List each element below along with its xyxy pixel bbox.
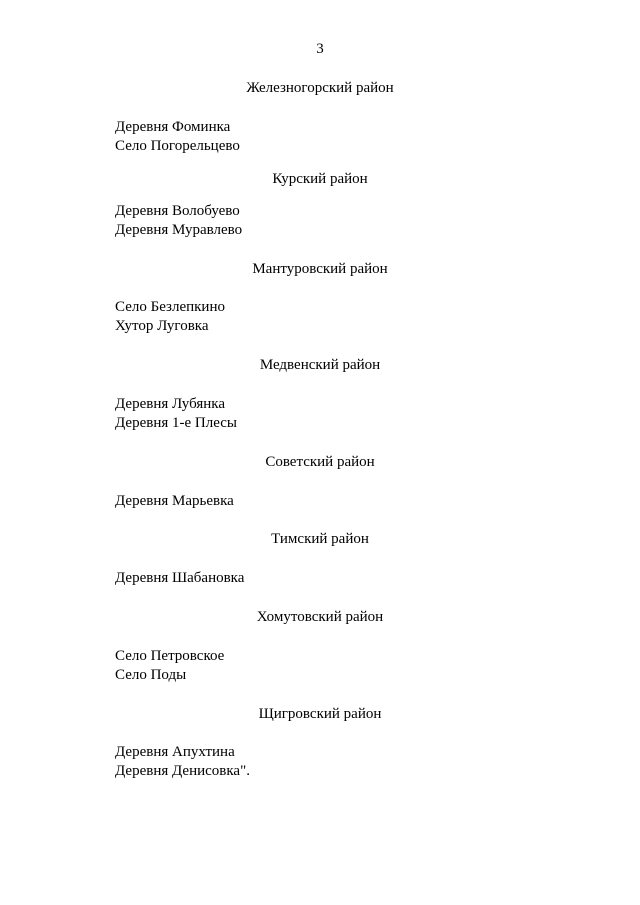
settlement-item: Хутор Луговка	[115, 318, 209, 334]
settlement-item: Деревня 1-е Плесы	[115, 415, 237, 431]
district-heading-khomutovka: Хомутовский район	[256, 609, 384, 625]
settlement-item: Село Безлепкино	[115, 299, 225, 315]
page-number: 3	[316, 41, 324, 57]
settlement-item: Деревня Шабановка	[115, 570, 245, 586]
district-heading-tim: Тимский район	[271, 531, 369, 547]
district-heading-kursk: Курский район	[272, 171, 368, 187]
district-heading-zheleznogorsk: Железногорский район	[246, 80, 394, 96]
settlement-item: Деревня Лубянка	[115, 396, 225, 412]
settlement-item: Деревня Денисовка".	[115, 763, 250, 779]
district-heading-manturovo: Мантуровский район	[252, 261, 388, 277]
settlement-item: Деревня Волобуево	[115, 203, 240, 219]
settlement-item: Село Петровское	[115, 648, 225, 664]
settlement-item: Деревня Фоминка	[115, 119, 231, 135]
settlement-item: Село Погорельцево	[115, 138, 240, 154]
settlement-item: Село Поды	[115, 667, 187, 683]
settlement-item: Деревня Марьевка	[115, 493, 234, 509]
district-heading-medvenka: Медвенский район	[259, 357, 381, 373]
settlement-item: Деревня Муравлево	[115, 222, 243, 238]
settlement-item: Деревня Апухтина	[115, 744, 235, 760]
district-heading-shchigry: Щигровский район	[258, 706, 382, 722]
district-heading-sovetsky: Советский район	[265, 454, 375, 470]
